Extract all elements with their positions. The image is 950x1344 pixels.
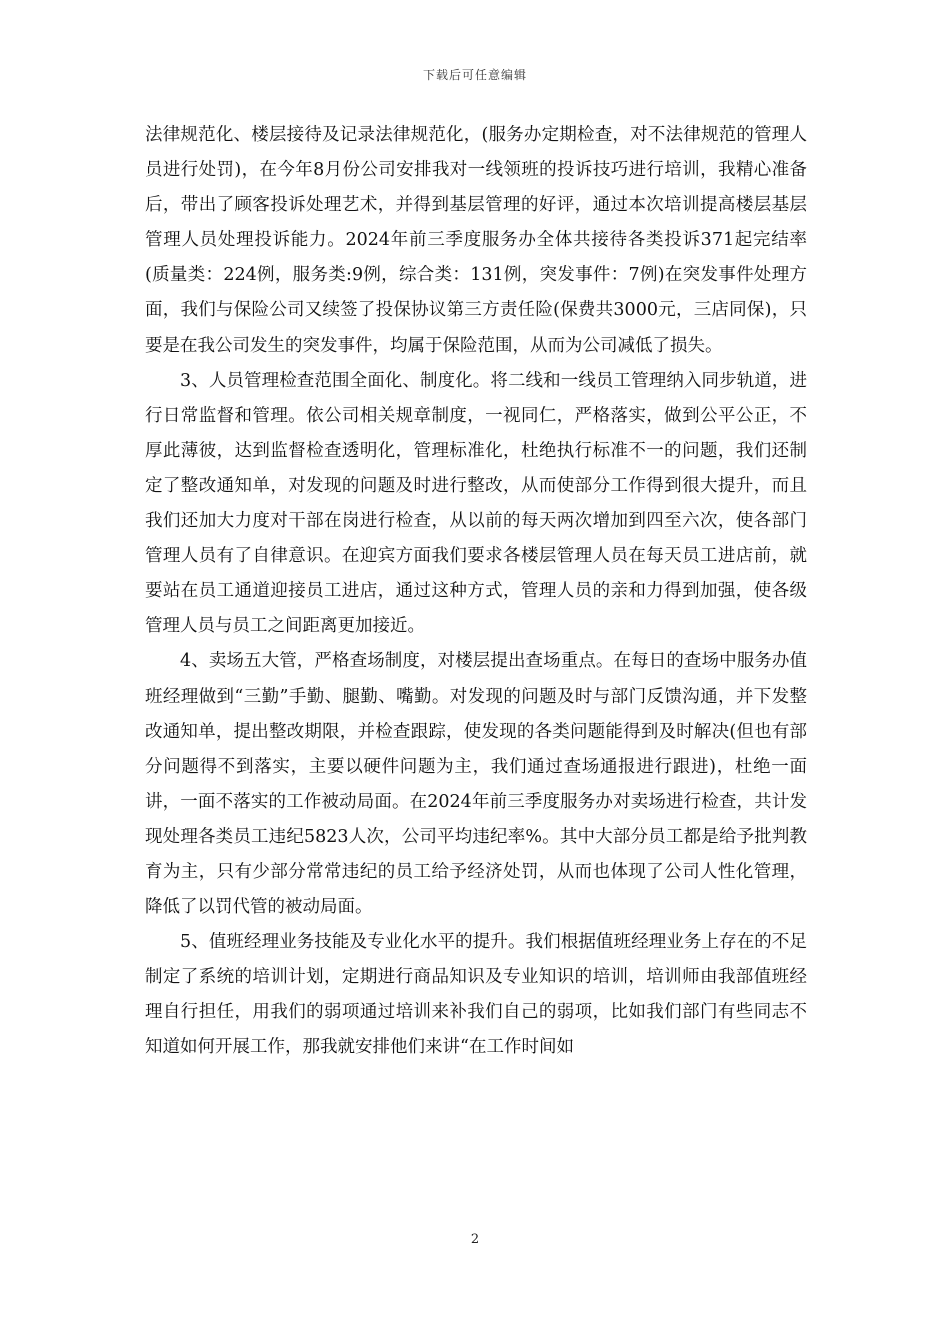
paragraph-1: 法律规范化、楼层接待及记录法律规范化，(服务办定期检查，对不法律规范的管理人员进行处罚)，在今年8月份公司安排我对一线领班的投诉技巧进行培训，我精心准备后，带出了顾客投诉处理艺术，并得到基层管理的好评，通过本次培训提高楼层基层管理人员处理投诉能力。2024年前三季度服务办全体共接待各类投诉371起完结率(质量类：224例，服务类:9例，综合类：131例，突发事件：7例)在突发事件处理方面，我们与保险公司又续签了投保协议第三方责任险(保费共3000元，三店同保)，只要是在我公司发生的突发事件，均属于保险范围，从而为公司减低了损失。: [145, 125, 807, 356]
paragraph-2: 3、人员管理检查范围全面化、制度化。将二线和一线员工管理纳入同步轨道，进行日常监督和管理。依公司相关规章制度，一视同仁，严格落实，做到公平公正，不厚此薄彼，达到监督检查透明化，管理标准化，杜绝执行标准不一的问题，我们还制定了整改通知单，对发现的问题及时进行整改，从而使部分工作得到很大提升，而且我们还加大力度对干部在岗进行检查，从以前的每天两次增加到四至六次，使各部门管理人员有了自律意识。在迎宾方面我们要求各楼层管理人员在每天员工进店前，就要站在员工通道迎接员工进店，通过这种方式，管理人员的亲和力得到加强，使各级管理人员与员工之间距离更加接近。: [145, 370, 807, 637]
paragraph-3: 4、卖场五大管，严格查场制度，对楼层提出查场重点。在每日的查场中服务办值班经理做到“三勤”手勤、腿勤、嘴勤。对发现的问题及时与部门反馈沟通，并下发整改通知单，提出整改期限，并检查跟踪，使发现的各类问题能得到及时解决(但也有部分问题得不到落实，主要以硬件问题为主，我们通过查场通报进行跟进)，杜绝一面讲，一面不落实的工作被动局面。在2024年前三季度服务办对卖场进行检查，共计发现处理各类员工违纪5823人次，公司平均违纪率%。其中大部分员工都是给予批判教育为主，只有少部分常常违纪的员工给予经济处罚，从而也体现了公司人性化管理，降低了以罚代管的被动局面。: [145, 651, 807, 918]
page-header: 下载后可任意编辑: [422, 68, 527, 82]
page-number: 2: [470, 1232, 480, 1247]
paragraph-4: 5、值班经理业务技能及专业化水平的提升。我们根据值班经理业务上存在的不足制定了系统的培训计划，定期进行商品知识及专业知识的培训，培训师由我部值班经理自行担任，用我们的弱项通过培训来补我们自己的弱项，比如我们部门有些同志不知道如何开展工作，那我就安排他们来讲“在工作时间如: [145, 932, 807, 1058]
document-body: [145, 118, 807, 1066]
